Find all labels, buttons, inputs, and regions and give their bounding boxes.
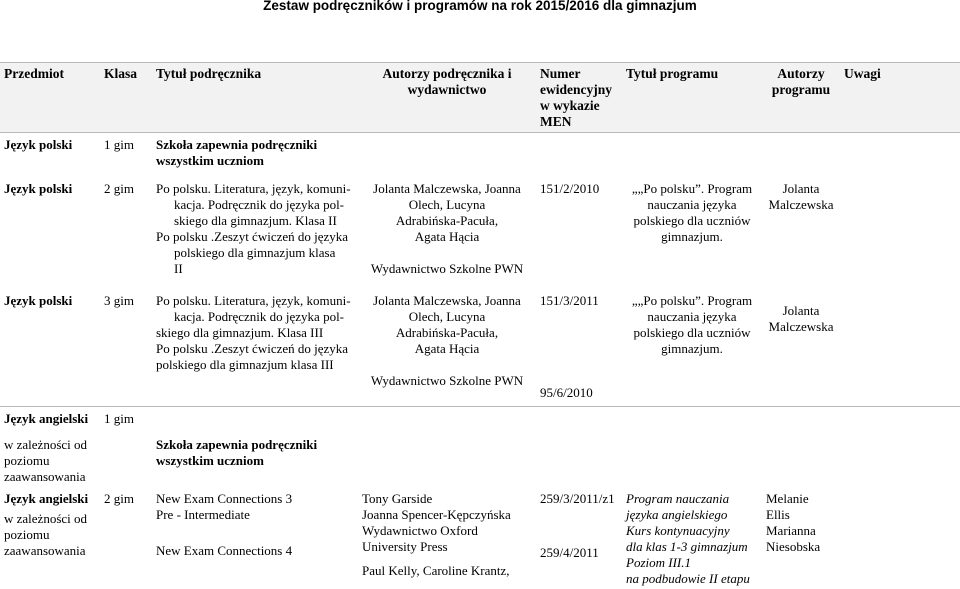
header-notes: Uwagi: [840, 63, 960, 133]
header-program-title: Tytuł programu: [622, 63, 762, 133]
book-cell: Szkoła zapewnia podręczniki wszystkim uczniom: [156, 137, 318, 168]
textbook-table: [0, 62, 960, 589]
header-number: Numer ewidencyjny w wykazie MEN: [536, 63, 622, 133]
number-cell: 259/3/2011/z1 259/4/2011: [540, 491, 615, 560]
book-cell: New Exam Connections 3 Pre - Intermediate New Exam Connections 4: [156, 491, 293, 558]
publisher: Wydawnictwo Szkolne PWN: [370, 373, 524, 388]
number-cell: 151/2/2010: [540, 181, 600, 196]
subject-cell: Język polski: [4, 293, 73, 308]
subject-cell: Język angielski w zależności od poziomu zaawansowania: [4, 491, 89, 558]
table-row: [0, 435, 960, 487]
book-cell: Po polsku. Literatura, język, komuni- kacja. Podręcznik do języka pol- skiego dla gimnazjum. Klasa II Po polsku .Zeszyt ćwiczeń do języka polskiego dla gimnazjum klasa II: [156, 181, 351, 276]
table-row: [0, 487, 960, 589]
class-cell: 2 gim: [104, 181, 134, 196]
table-row: [0, 289, 960, 407]
subject-cell: Język polski: [4, 181, 73, 196]
publisher: Wydawnictwo Szkolne PWN: [370, 261, 524, 276]
table-row: [0, 177, 960, 289]
table-row: [0, 407, 960, 436]
program-authors-cell: Jolanta Malczewska: [768, 181, 834, 212]
program-cell: „„Po polsku”. Program nauczania języka polskiego dla uczniów gimnazjum.: [631, 181, 753, 244]
header-book-title: Tytuł podręcznika: [152, 63, 358, 133]
header-program-authors: Autorzy programu: [762, 63, 840, 133]
program-authors-cell: Jolanta Malczewska: [768, 303, 834, 334]
authors-cell: Jolanta Malczewska, Joanna Olech, Lucyna Adrabińska-Pacuła, Agata Hącia Wydawnictwo Szkolne PWN: [358, 289, 536, 407]
header-authors: Autorzy podręcznika i wydawnictwo: [358, 63, 536, 133]
book-cell: Po polsku. Literatura, język, komuni- kacja. Podręcznik do języka pol- skiego dla gimnazjum. Klasa III Po polsku .Zeszyt ćwiczeń do języka polskiego dla gimnazjum klasa III: [156, 293, 351, 372]
subject-cell: Język polski: [4, 137, 73, 152]
page-title: Zestaw podręczników i programów na rok 2015/2016 dla gimnazjum: [263, 0, 697, 13]
class-cell: 1 gim: [104, 137, 134, 152]
header-row: [0, 63, 960, 133]
program-cell: „„Po polsku”. Program nauczania języka polskiego dla uczniów gimnazjum.: [631, 293, 753, 356]
class-cell: 1 gim: [100, 407, 152, 436]
authors-cell: Tony Garside Joanna Spencer-Kępczyńska Wydawnictwo Oxford University Press Paul Kelly, Caroline Krantz,: [362, 491, 511, 578]
class-cell: 3 gim: [104, 293, 134, 308]
class-cell: 2 gim: [104, 491, 134, 506]
program-authors-cell: Melanie Ellis Marianna Niesobska: [766, 491, 821, 554]
header-subject: Przedmiot: [0, 63, 100, 133]
level-cell: w zależności od poziomu zaawansowania: [4, 437, 88, 484]
program-cell: Program nauczania języka angielskiego Kurs kontynuacyjny dla klas 1-3 gimnazjum Poziom III.1 na podbudowie II etapu: [626, 491, 750, 586]
header-class: Klasa: [100, 63, 152, 133]
number-cell: 151/3/2011 95/6/2010: [540, 293, 599, 400]
subject-cell: Język angielski: [0, 407, 100, 436]
authors-cell: Jolanta Malczewska, Joanna Olech, Lucyna Adrabińska-Pacuła, Agata Hącia Wydawnictwo Szkolne PWN: [358, 177, 536, 289]
table-row: [0, 133, 960, 178]
book-cell: Szkoła zapewnia podręczniki wszystkim uczniom: [156, 437, 318, 468]
